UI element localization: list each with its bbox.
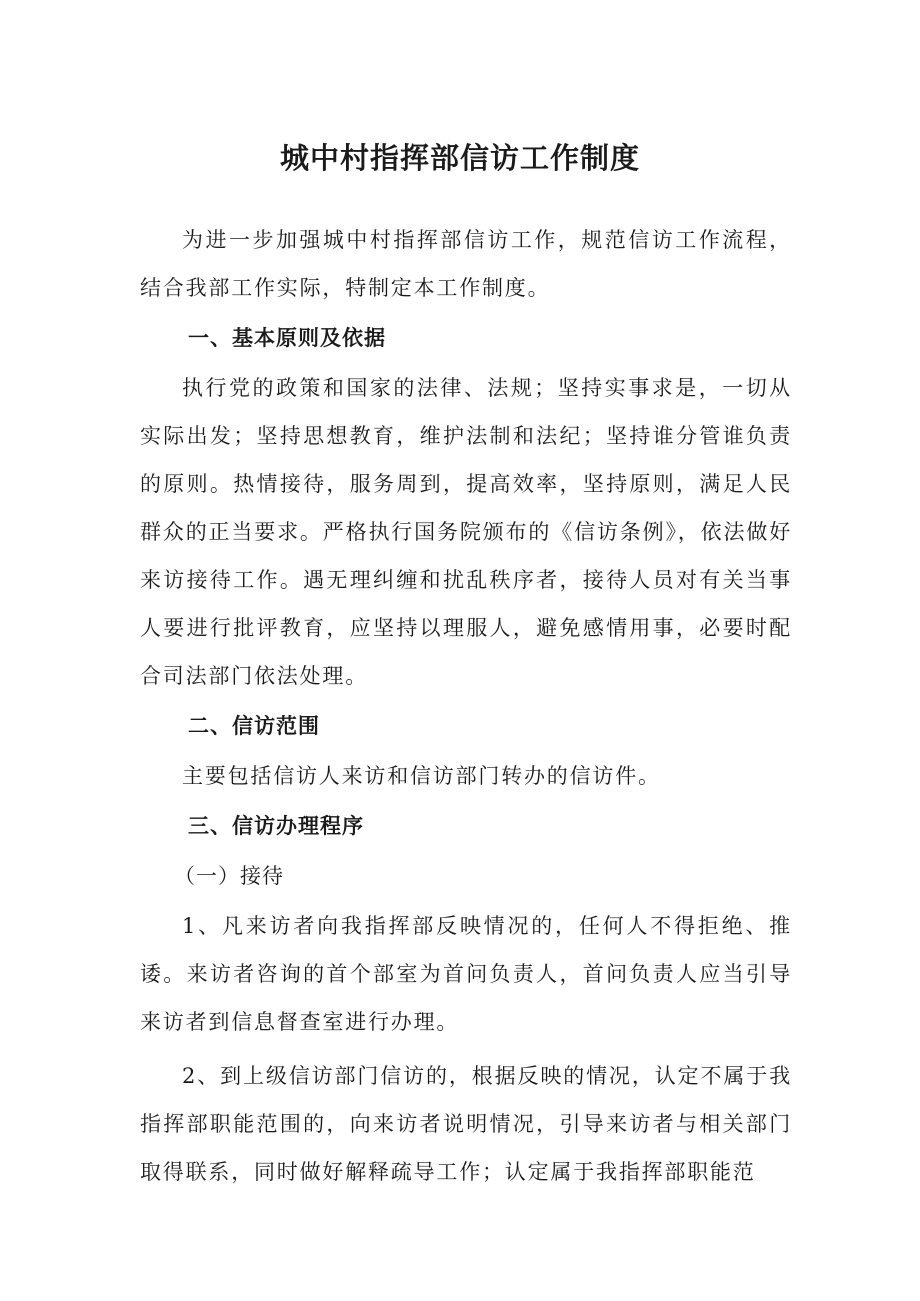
procedure-item-1: 1、凡来访者向我指挥部反映情况的，任何人不得拒绝、推诿。来访者咨询的首个部室为首问负责人，首问负责人应当引导来访者到信息督查室进行办理。 bbox=[140, 914, 792, 1034]
procedure-item-2: 2、到上级信访部门信访的，根据反映的情况，认定不属于我指挥部职能范围的，向来访者说明情况，引导来访者与相关部门取得联系，同时做好解释疏导工作；认定属于我指挥部职能范 bbox=[140, 1064, 792, 1184]
document-body bbox=[140, 216, 792, 1196]
principles-paragraph: 执行党的政策和国家的法律、法规；坚持实事求是，一切从实际出发；坚持思想教育，维护法制和法纪；坚持谁分管谁负责的原则。热情接待，服务周到，提高效率，坚持原则，满足人民群众的正当要求。严格执行国务院颁布的《信访条例》，依法做好来访接待工作。遇无理纠缠和扰乱秩序者，接待人员对有关当事人要进行批评教育，应坚持以理服人，避免感情用事，必要时配合司法部门依法处理。 bbox=[140, 376, 792, 688]
subsection-reception: （一）接待 bbox=[174, 864, 284, 888]
section-heading-scope: 二、信访范围 bbox=[188, 714, 320, 738]
intro-paragraph: 为进一步加强城中村指挥部信访工作，规范信访工作流程，结合我部工作实际，特制定本工作制度。 bbox=[140, 228, 792, 300]
section-heading-principles: 一、基本原则及依据 bbox=[188, 326, 386, 350]
scope-paragraph: 主要包括信访人来访和信访部门转办的信访件。 bbox=[182, 764, 661, 788]
document-title: 城中村指挥部信访工作制度 bbox=[279, 141, 640, 175]
section-heading-procedure: 三、信访办理程序 bbox=[188, 814, 364, 838]
